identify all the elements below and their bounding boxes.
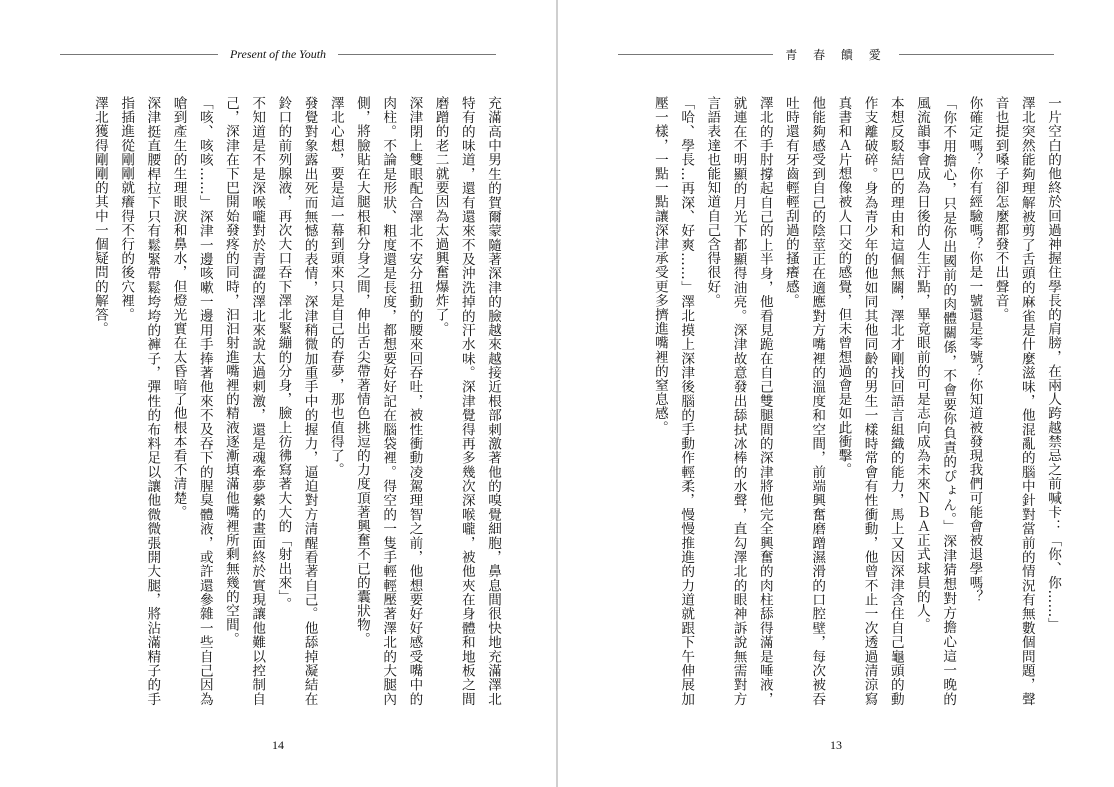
header-rule	[60, 54, 218, 55]
paragraph: 本想反駁結巴的理由和這個無關，澤北才剛找回語言組織的能力，馬上又因深津含住自己龜頭的動作支離破碎。身為青少年的他如同其他同齡的男生一樣時常會有性衝動，他曾不止一次透過清涼寫真書和Ａ片想像被人口交的感覺，但未曾想過會是如此衝擊。	[835, 96, 904, 706]
right-running-head	[618, 44, 1054, 64]
right-page	[558, 0, 1114, 787]
paragraph: 發覺對象露出死而無憾的表情，深津稍微加重手中的握力，逼迫對方清醒看著自己。他舔掉凝結在鈴口的前列腺液，再次大口吞下澤北緊繃的分身，臉上彷彿寫著大大的「射出來」。	[275, 96, 318, 706]
left-page	[0, 0, 556, 787]
paragraph: 不知道是不是深喉嚨對於青澀的澤北來說太過刺激，還是魂牽夢縈的畫面終於實現讓他難以控制自己，深津在下巴開始發疼的同時，汩汩射進嘴裡的精液逐漸填滿他嘴裡所剩無幾的空間。	[222, 96, 266, 706]
paragraph: 他能夠感受到自己的陰莖正在適應對方嘴裡的溫度和空間，前端興奮磨蹭濕滑的口腔壁，每次被吞吐時還有牙齒輕輕刮過的搔癢感。	[782, 96, 826, 706]
paragraph: 澤北突然能夠理解被剪了舌頭的麻雀是什麼滋味，他混亂的腦中針對當前的情況有無數個問題，聲音也提到嗓子卻怎麼都發不出聲音。	[992, 96, 1035, 706]
left-running-head	[60, 44, 496, 64]
header-rule	[338, 54, 496, 55]
paragraph: 你確定嗎？你有經驗嗎？你是一號還是零號？你知道被發現我們可能會被退學嗎？	[966, 96, 983, 604]
paragraph: 「你不用擔心，只是你出國前的肉體關係，不會要你負責的ぴょん。」深津猜想對方擔心這一晚的風流韻事會成為日後的人生汙點，畢竟眼前的可是志向成為未來ＮＢＡ正式球員的人。	[913, 96, 957, 706]
paragraph: 「哈、學長…再深、好爽……」澤北摸上深津後腦的手動作輕柔，慢慢推進的力道就跟下午伸展加壓一樣，一點一點讓深津承受更多擠進嘴裡的窒息感。	[651, 96, 695, 706]
paragraph: 深津挺直腰桿拉下只有鬆緊帶鬆垮垮的褲子，彈性的布料足以讓他微微張開大腿，將沾滿精子的手指插進從剛剛就癢得不行的後穴裡。	[118, 96, 161, 706]
right-body-text	[616, 96, 1066, 706]
paragraph: 澤北的手肘撐起自己的上半身，他看見跪在自己雙腿間的深津將他完全興奮的肉柱舔得滿是唾液，就連在不明顯的月光下都顯得油亮。深津故意發出舔拭冰棒的水聲，直勾澤北的眼神訴說無需對方言語表達也能知道自己含得很好。	[704, 96, 773, 706]
paragraph: 一片空白的他終於回過神握住學長的肩膀，在兩人跨越禁忌之前喊卡：「你、你……」	[1045, 96, 1061, 632]
left-page-number: 14	[272, 738, 284, 752]
paragraph: 澤北心想，要是這一幕到頭來只是自己的春夢，那也值得了。	[327, 96, 344, 477]
left-body-text	[58, 96, 506, 706]
left-running-title: Present of the Youth	[229, 46, 327, 61]
paragraph: 澤北獲得剛剛的其中一個疑問的解答。	[91, 96, 108, 336]
paragraph: 深津閉上雙眼配合澤北不安分扭動的腰來回吞吐，被性衝動凌駕理智之前，他想要好好感受嘴中的肉柱。不論是形狀、粗度還是長度，都想要好好記在腦袋裡。得空的一隻手輕輕壓著澤北的大腿內側，將臉貼在大腿根和分身之間，伸出舌尖帶著情色挑逗的力度頂著興奮不已的囊狀物。	[353, 96, 423, 706]
header-rule	[899, 54, 1054, 55]
right-page-number: 13	[830, 738, 842, 752]
right-running-title: 青 春 饋 愛	[785, 47, 887, 62]
paragraph: 「咳、咳咳……」深津一邊咳嗽一邊用手捧著他來不及吞下的腥臭體液，或許還參雜一些自己因為嗆到產生的生理眼淚和鼻水，但燈光實在太昏暗了他根本看不清楚。	[170, 96, 213, 706]
paragraph: 充滿高中男生的賀爾蒙隨著深津的臉越來越接近根部刺激著他的嗅覺細胞，鼻息間很快地充滿澤北特有的味道，還有還來不及沖洗掉的汗水味。深津覺得再多幾次深喉嚨，被他夾在身體和地板之間磨蹭的老二就要因為太過興奮爆炸了。	[432, 96, 501, 706]
header-rule	[618, 54, 773, 55]
